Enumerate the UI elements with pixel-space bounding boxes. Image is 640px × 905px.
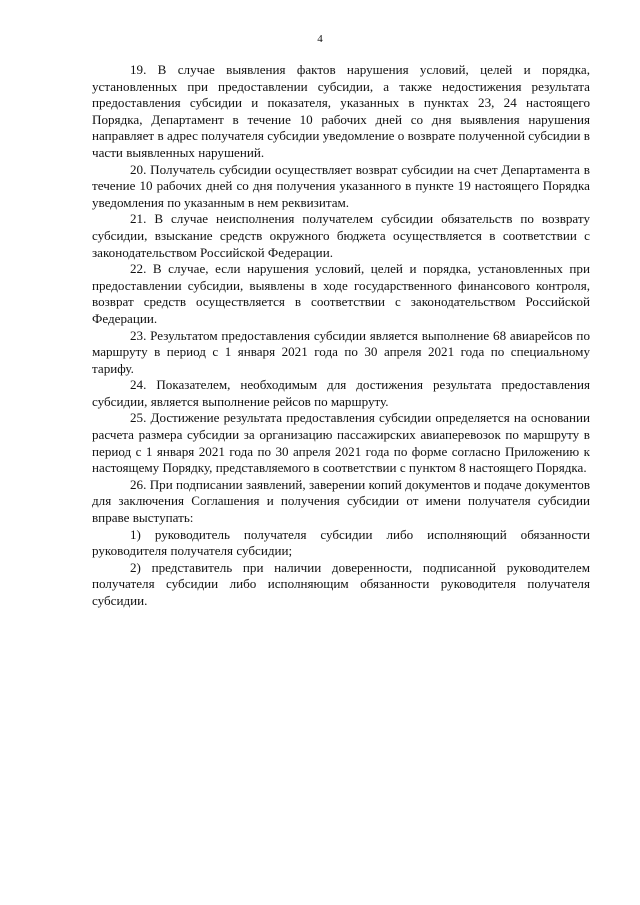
paragraph-25: 25. Достижение результата предоставления субсидии определяется на основании расчета размера субсидии за организацию пассажирских авиаперевозок по маршруту в период с 1 января 2021 года по 30 апреля 2021 года по форме согласно Приложению к настоящему Порядку, представляемого в соответствии с пунктом 8 настоящего Порядка. <box>92 410 590 476</box>
page-number: 4 <box>317 33 323 45</box>
list-item-2: 2) представитель при наличии доверенности, подписанной руководителем получателя субсидии либо исполняющим обязанности руководителя получателя субсидии. <box>92 559 590 608</box>
paragraph-24: 24. Показателем, необходимым для достижения результата предоставления субсидии, является выполнение рейсов по маршруту. <box>92 377 590 409</box>
paragraph-19: 19. В случае выявления фактов нарушения условий, целей и порядка, установленных при предоставлении субсидии, а также недостижения результата предоставления субсидии и показателя, указанных в пунктах 23, 24 настоящего Порядка, Департамент в течение 10 рабочих дней со дня выявления нарушения направляет в адрес получателя субсидии уведомление о возврате полученной субсидии в части выявленных нарушений. <box>92 62 590 160</box>
list-item-1: 1) руководитель получателя субсидии либо исполняющий обязанности руководителя получателя субсидии; <box>92 526 590 559</box>
paragraph-23: 23. Результатом предоставления субсидии является выполнение 68 авиарейсов по маршруту в период с 1 января 2021 года по 30 апреля 2021 года по специальному тарифу. <box>92 327 590 376</box>
paragraph-22: 22. В случае, если нарушения условий, целей и порядка, установленных при предоставлении субсидии, выявлены в ходе государственного финансового контроля, возврат средств осуществляется в соответствии с законодательством Российской Федерации. <box>92 261 590 326</box>
paragraph-21: 21. В случае неисполнения получателем субсидии обязательств по возврату субсидии, взыскание средств окружного бюджета осуществляется в соответствии с законодательством Российской Федерации. <box>92 211 590 260</box>
page-body <box>92 62 590 610</box>
paragraph-26: 26. При подписании заявлений, заверении копий документов и подаче документов для заключения Соглашения и получения субсидии от имени получателя субсидии вправе выступать: <box>92 476 590 526</box>
paragraph-20: 20. Получатель субсидии осуществляет возврат субсидии на счет Департамента в течение 10 рабочих дней со дня получения указанного в пункте 19 настоящего Порядка уведомления по указанным в нем реквизитам. <box>92 161 590 210</box>
